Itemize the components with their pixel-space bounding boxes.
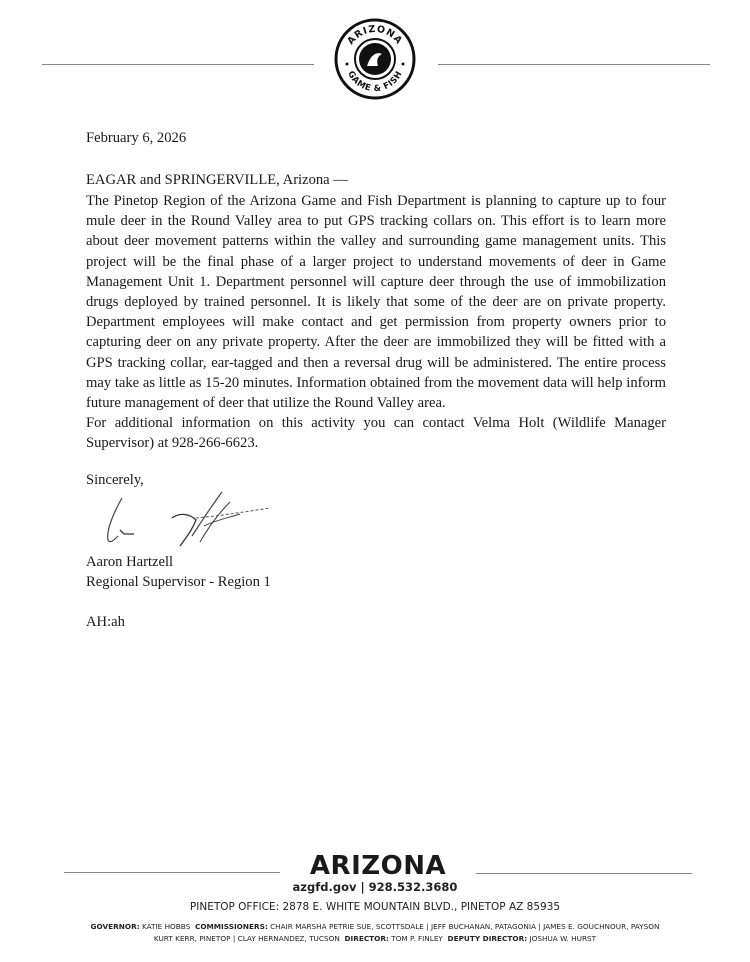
header-rule-right — [438, 64, 710, 65]
letter-closing: Sincerely, — [86, 472, 144, 488]
governor-name: KATIE HOBBS — [141, 922, 191, 931]
commissioners-label: COMMISSIONERS: — [194, 922, 268, 931]
governor-label: GOVERNOR: — [90, 922, 140, 931]
seal-bottom-text: GAME & FISH — [345, 69, 405, 95]
letter-date: February 6, 2026 — [86, 130, 187, 146]
letter-dateline: EAGAR and SPRINGERVILLE, Arizona — — [86, 172, 348, 188]
footer-office-address: PINETOP OFFICE: 2878 E. WHITE MOUNTAIN BLVD., PINETOP AZ 85935 — [189, 901, 561, 913]
footer-logo-text: ARIZONA — [309, 851, 447, 878]
signer-name: Aaron Hartzell — [86, 554, 174, 570]
footer-rule-right — [476, 873, 692, 874]
deputy-director-name: JOSHUA W. HURST — [529, 934, 597, 943]
letter-paragraph-contact: For additional information on this activity you can contact Velma Holt (Wildlife Manager Supervisor) at 928-266-6623. — [86, 415, 666, 452]
commissioners-line1: CHAIR MARSHA PETRIE SUE, SCOTTSDALE | JEFF BUCHANAN, PATAGONIA | JAMES E. GOUCHNOUR, PAYSON — [270, 922, 660, 931]
commissioners-line2: KURT KERR, PINETOP | CLAY HERNANDEZ, TUCSON — [153, 934, 340, 943]
footer-officials — [0, 921, 750, 945]
seal-top-text: ARIZONA — [345, 23, 405, 47]
director-name: TOM P. FINLEY — [391, 934, 443, 943]
header-rule-left — [42, 64, 314, 65]
letter-paragraph-main: The Pinetop Region of the Arizona Game and Fish Department is planning to capture up to four mule deer in the Round Valley area to put GPS tracking collars on. This effort is to learn more about deer movement patterns within the valley and surrounding game management units. This project will be the final phase of a larger project to understand movements of deer in Game Management Unit 1. Department personnel will capture deer through the use of immobilization drugs deployed by trained personnel. It is likely that some of the deer are on private property. Department employees will make contact and get permission from property owners prior to capturing deer on any private property. After the deer are immobilized they will be fitted with a GPS tracking collar, ear-tagged and then a reversal drug will be administered. The entire process may take as little as 15-20 minutes. Information obtained from the movement data will help inform future management of deer that utilize the Round Valley area. — [86, 193, 666, 412]
deputy-director-label: DEPUTY DIRECTOR: — [447, 934, 528, 943]
arizona-wordmark-logo — [300, 850, 456, 878]
footer-rule-left — [64, 872, 280, 873]
footer-website-phone: azgfd.gov | 928.532.3680 — [292, 880, 458, 894]
director-label: DIRECTOR: — [344, 934, 389, 943]
signature — [100, 488, 280, 556]
typist-initials: AH:ah — [86, 614, 125, 630]
signer-title: Regional Supervisor - Region 1 — [86, 574, 271, 590]
game-and-fish-seal-logo — [334, 18, 416, 100]
